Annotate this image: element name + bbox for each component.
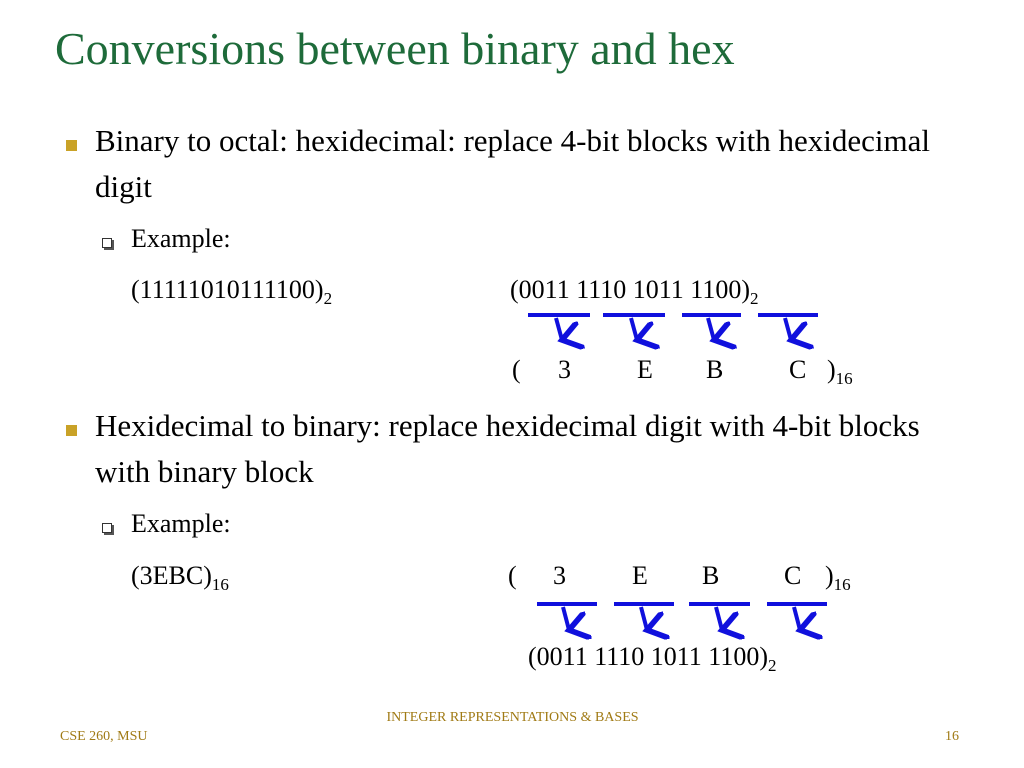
down-arrow-5 — [563, 607, 569, 630]
source-hex-digit-C: C — [784, 561, 802, 590]
bullet-2-text: Hexidecimal to binary: replace hexidecimal digit with 4-bit blocks with binary block — [95, 408, 920, 489]
source-hex-digit-E: E — [632, 561, 648, 590]
source-close-2: )$_{16}$ — [825, 561, 851, 594]
sub-bullet-2: Example: — [131, 509, 231, 538]
hex-digit-E: E — [637, 355, 653, 384]
down-arrow-2 — [631, 318, 637, 340]
binary-input-1: $(11111010111100)_2$ — [131, 275, 333, 308]
binary-grouped-1: (0011 1110 1011 $1100)_2$ — [510, 275, 759, 308]
footer-page-number: 16 — [945, 729, 959, 744]
down-arrow-7 — [716, 607, 722, 630]
hex-digit-B: B — [706, 355, 724, 384]
footer-course: CSE 260, MSU — [60, 729, 148, 744]
down-arrow-4 — [785, 318, 791, 340]
hex-digit-3: 3 — [558, 355, 571, 384]
down-arrow-6 — [641, 607, 647, 630]
hex-digit-C: C — [789, 355, 807, 384]
bullet-1-text: Binary to octal: hexidecimal: replace 4-bit blocks with hexidecimal digit — [95, 123, 931, 204]
down-arrow-3 — [708, 318, 714, 340]
result-close-1: )$_{16}$ — [827, 355, 853, 388]
footer-topic: INTEGER REPRESENTATIONS & BASES — [386, 710, 639, 725]
slide-title: Conversions between binary and hex — [55, 23, 735, 74]
sub-bullet-1: Example: — [131, 224, 231, 253]
down-arrow-8 — [794, 607, 800, 630]
source-open-paren-2: ( — [508, 561, 517, 590]
binary-output-2: (0011 1110 1011 $1100)_2$ — [528, 642, 777, 675]
source-hex-digit-3: 3 — [553, 561, 566, 590]
source-hex-digit-B: B — [702, 561, 720, 590]
hex-input-2: $(3EBC)_{16}$ — [131, 561, 229, 594]
down-arrow-1 — [556, 318, 562, 340]
result-open-paren-1: ( — [512, 355, 521, 384]
